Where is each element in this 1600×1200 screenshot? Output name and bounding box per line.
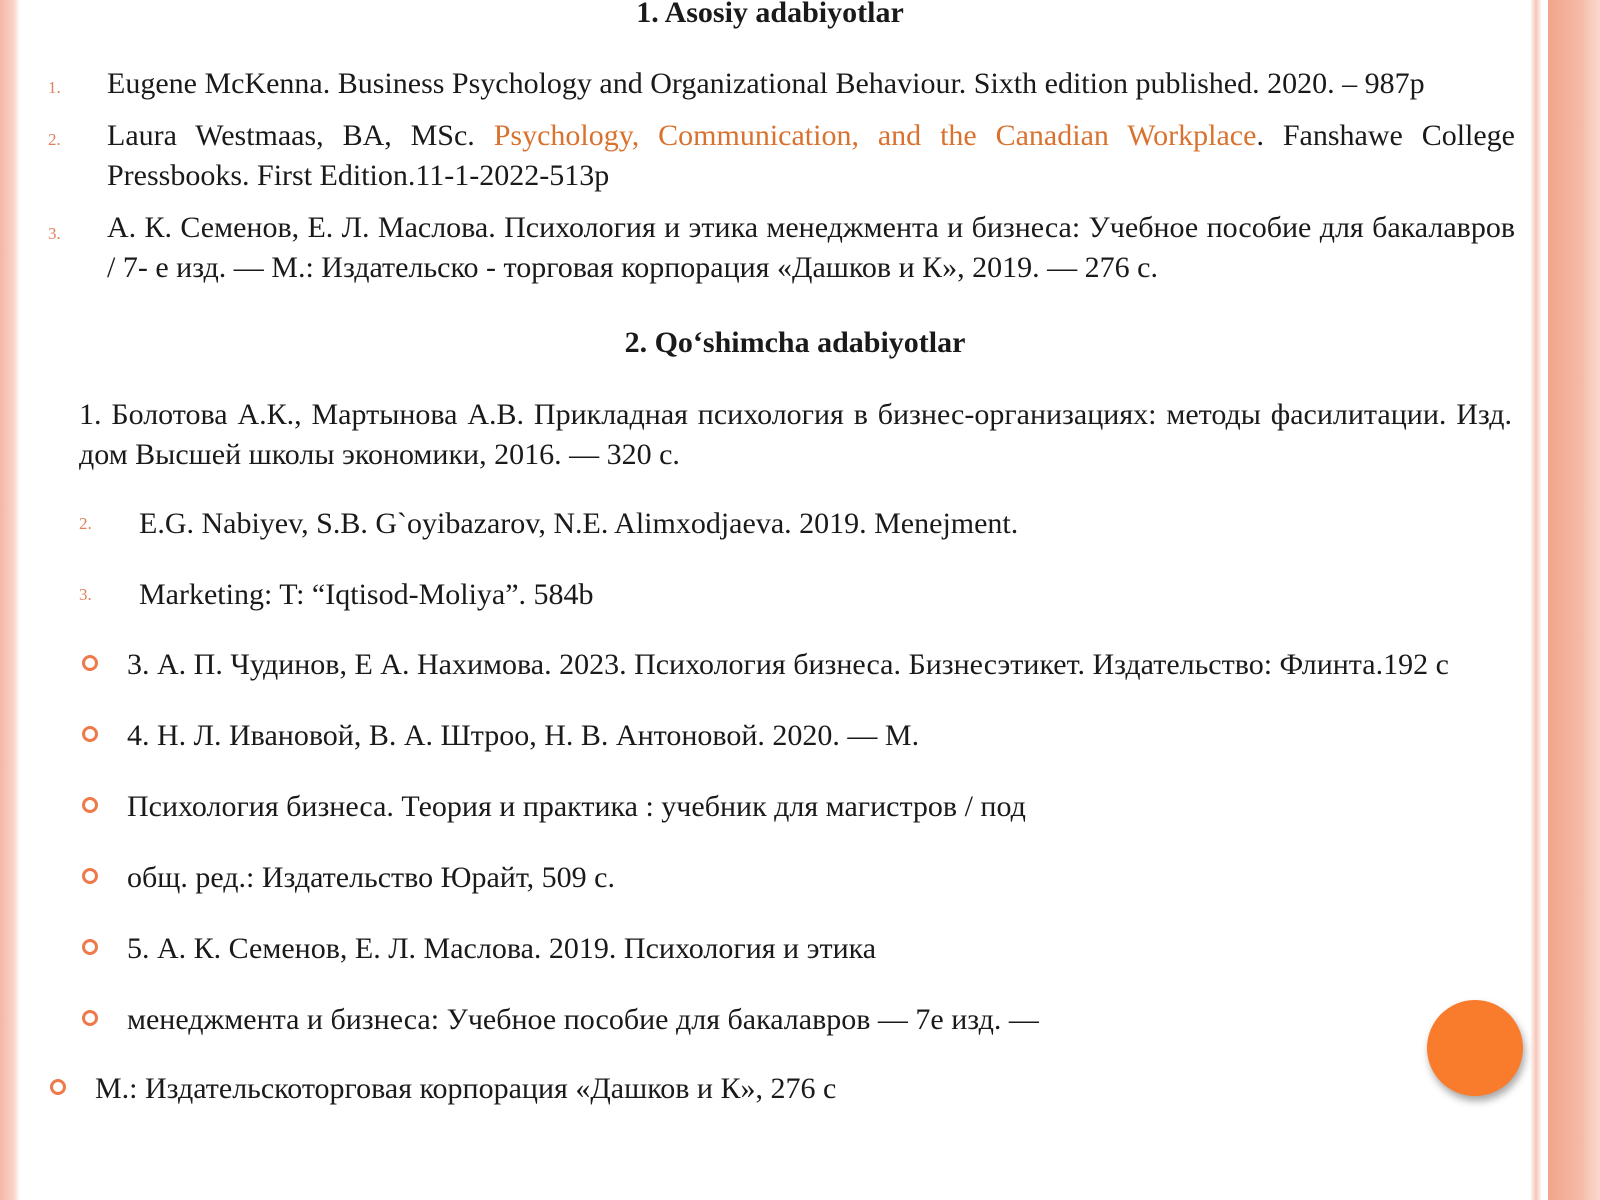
list-item: Marketing: T: “Iqtisod-Moliya”. 584b [139,578,594,611]
list-number: 2. [79,514,92,533]
heading-extra-literature: 2. Qo‘shimcha adabiyotlar [624,326,966,359]
bullet-item: общ. ред.: Издательство Юрайт, 509 с. [127,861,615,894]
bullet-circle-icon [82,868,98,884]
list-number: 3. [48,224,61,243]
bullet-item: 4. Н. Л. Ивановой, В. А. Штроо, Н. В. Антоновой. 2020. — М. [127,719,920,752]
bullet-circle-icon [82,726,98,742]
bullet-circle-icon [82,797,98,813]
list-item: 1. Болотова А.К., Мартынова А.В. Прикладная психология в бизнес-организациях: методы фасилитации. Изд. дом Высшей школы экономики, 2016. — 320 с. [79,398,1512,471]
bullet-circle-icon [82,1010,98,1026]
list-item: E.G. Nabiyev, S.B. G`oyibazarov, N.E. Alimxodjaeva. 2019. Menejment. [139,507,1019,540]
bullet-item: менеджмента и бизнеса: Учебное пособие для бакалавров — 7е изд. — [127,1003,1039,1036]
list-number: 2. [48,130,61,149]
list-number: 1. [48,78,61,97]
bullet-item: 3. А. П. Чудинов, Е А. Нахимова. 2023. Психология бизнеса. Бизнесэтикет. Издательство: Флинта.192 с [127,648,1449,681]
bullet-item: М.: Издательскоторговая корпорация «Дашков и К», 276 с [95,1072,837,1105]
bullet-circle-icon [82,655,98,671]
bullet-circle-icon [82,939,98,955]
right-decor-line [1530,0,1542,1200]
bullet-item: 5. А. К. Семенов, Е. Л. Маслова. 2019. Психология и этика [127,932,877,965]
right-decor-band-inner [1584,0,1600,1200]
orange-circle-button[interactable] [1427,1000,1523,1096]
bullet-item: Психология бизнеса. Теория и практика : учебник для магистров / под [127,790,1026,823]
list-item [107,116,1515,196]
book-link[interactable]: Psychology, Communication, and the Canadian Workplace [493,119,1257,152]
bullet-circle-icon [50,1079,66,1095]
item-text: Laura Westmaas, BA, MSc. [107,119,494,152]
left-decor-band [0,0,20,1200]
list-number: 3. [79,585,92,604]
item-text: . Fanshawe College Pressbooks. First Edition.11-1-2022-513p [107,119,1515,192]
heading-main-literature: 1. Asosiy adabiyotlar [636,0,904,29]
list-item: А. К. Семенов, Е. Л. Маслова. Психология и этика менеджмента и бизнеса: Учебное пособие для бакалавров / 7- е изд. — М.: Издательско - торговая корпорация «Дашков и К», 2019. — 276 с. [107,211,1515,284]
list-item: Eugene McKenna. Business Psychology and Organizational Behaviour. Sixth edition published. 2020. – 987p [107,67,1425,100]
